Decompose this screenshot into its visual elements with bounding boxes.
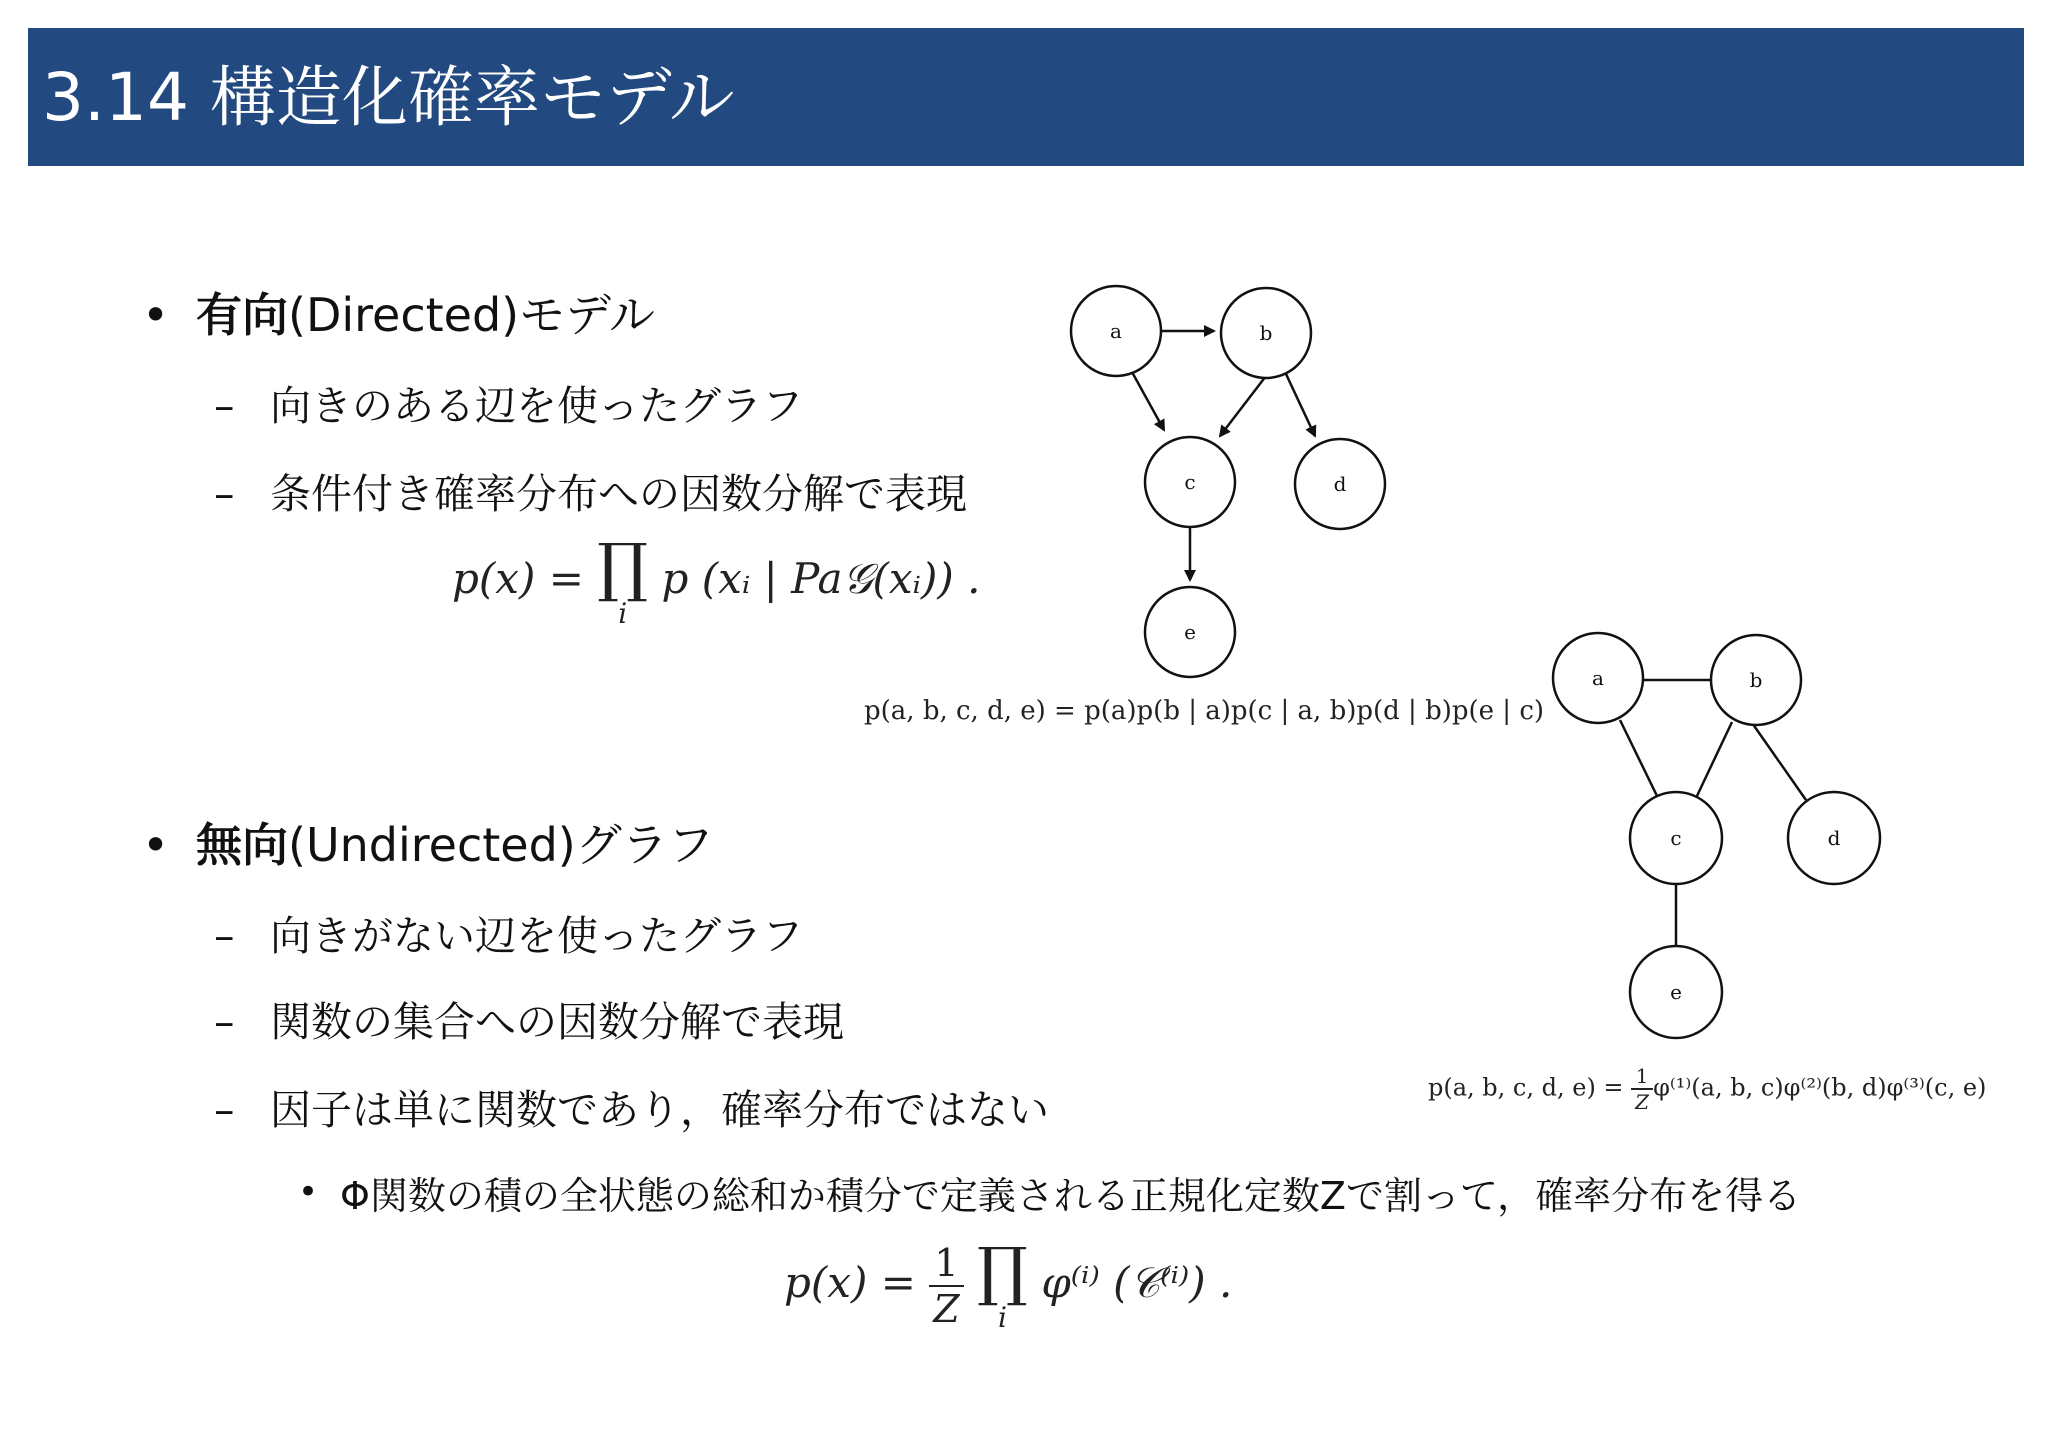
edge-b-d <box>1750 720 1806 800</box>
page-title: 3.14 構造化確率モデル <box>42 59 735 136</box>
undirected-item-text: 関数の集合への因数分解で表現 <box>270 998 844 1046</box>
node-e-label: e <box>1184 620 1196 644</box>
dash-mark: – <box>214 1086 235 1134</box>
undirected-heading-rest: (Undirected)グラフ <box>288 818 714 872</box>
fraction-den: Z <box>1635 1090 1650 1114</box>
node-b-label: b <box>1749 668 1763 692</box>
edge-b-c <box>1220 376 1266 436</box>
fraction-den: Z <box>933 1287 960 1331</box>
undirected-item-3 <box>214 1086 1049 1135</box>
caption-fraction <box>1631 1064 1653 1114</box>
undirected-subsub <box>298 1172 1802 1220</box>
undirected-heading-bold: 無向 <box>196 818 288 872</box>
bullet-mark: • <box>298 1172 319 1212</box>
fraction-num: 1 <box>929 1241 963 1287</box>
undirected-item-1 <box>214 912 803 961</box>
caption-lhs: p(a, b, c, d, e) = <box>1428 1073 1632 1102</box>
subsub-text: Φ関数の積の全状態の総和か積分で定義される正規化定数Zで割って，確率分布を得る <box>340 1174 1802 1218</box>
directed-heading <box>142 288 655 343</box>
directed-heading-bold: 有向 <box>196 288 288 342</box>
undirected-graph <box>1540 628 1900 1048</box>
directed-item-text: 向きのある辺を使ったグラフ <box>270 382 803 430</box>
node-a-label: a <box>1110 319 1122 343</box>
directed-nodes <box>1071 286 1385 677</box>
node-a-label: a <box>1592 666 1604 690</box>
product-operator <box>977 1235 1028 1334</box>
dash-mark: – <box>214 998 235 1046</box>
caption-rhs: φ⁽¹⁾(a, b, c)φ⁽²⁾(b, d)φ⁽³⁾(c, e) <box>1653 1073 1987 1102</box>
node-b-label: b <box>1259 321 1273 345</box>
undirected-heading <box>142 818 714 873</box>
directed-item-2 <box>214 470 967 519</box>
directed-caption: p(a, b, c, d, e) = p(a)p(b | a)p(c | a, b)p(d | b)p(e | c) <box>864 696 1545 726</box>
formula-lhs: p(x) = <box>784 1258 930 1307</box>
undirected-item-text: 因子は単に関数であり，確率分布ではない <box>270 1086 1049 1134</box>
node-e-label: e <box>1670 980 1682 1004</box>
edge-b-d <box>1286 374 1315 436</box>
formula-fraction <box>929 1241 963 1331</box>
undirected-item-text: 向きがない辺を使ったグラフ <box>270 912 803 960</box>
prod-symbol: ∏ <box>597 531 649 605</box>
undirected-item-2 <box>214 998 844 1047</box>
dash-mark: – <box>214 470 235 518</box>
product-operator <box>597 531 649 630</box>
fraction-num: 1 <box>1631 1064 1653 1090</box>
edge-b-c <box>1696 722 1732 798</box>
directed-graph <box>1060 276 1420 686</box>
prod-index: i <box>998 1301 1007 1334</box>
undirected-formula <box>784 1235 1233 1334</box>
node-d-label: d <box>1333 472 1347 496</box>
bullet-mark: • <box>142 288 170 342</box>
undirected-caption <box>1428 1064 1986 1114</box>
node-c-label: c <box>1670 826 1682 850</box>
formula-rhs: φ⁽ⁱ⁾ (𝒞⁽ⁱ⁾) . <box>1041 1258 1233 1307</box>
formula-lhs: p(x) = <box>452 554 598 603</box>
edge-a-c <box>1132 372 1164 430</box>
formula-rhs: p (xᵢ | Pa𝒢(xᵢ)) . <box>661 554 981 603</box>
directed-item-text: 条件付き確率分布への因数分解で表現 <box>270 470 967 518</box>
directed-formula <box>452 531 981 630</box>
bullet-mark: • <box>142 818 170 872</box>
dash-mark: – <box>214 912 235 960</box>
undirected-nodes <box>1553 633 1880 1038</box>
directed-heading-rest: (Directed)モデル <box>288 288 655 342</box>
prod-symbol: ∏ <box>977 1235 1028 1309</box>
dash-mark: – <box>214 382 235 430</box>
edge-a-c <box>1620 720 1658 798</box>
node-c-label: c <box>1184 470 1196 494</box>
node-d-label: d <box>1827 826 1841 850</box>
prod-index: i <box>618 597 628 630</box>
directed-item-1 <box>214 382 803 431</box>
title-bar <box>28 28 2024 166</box>
